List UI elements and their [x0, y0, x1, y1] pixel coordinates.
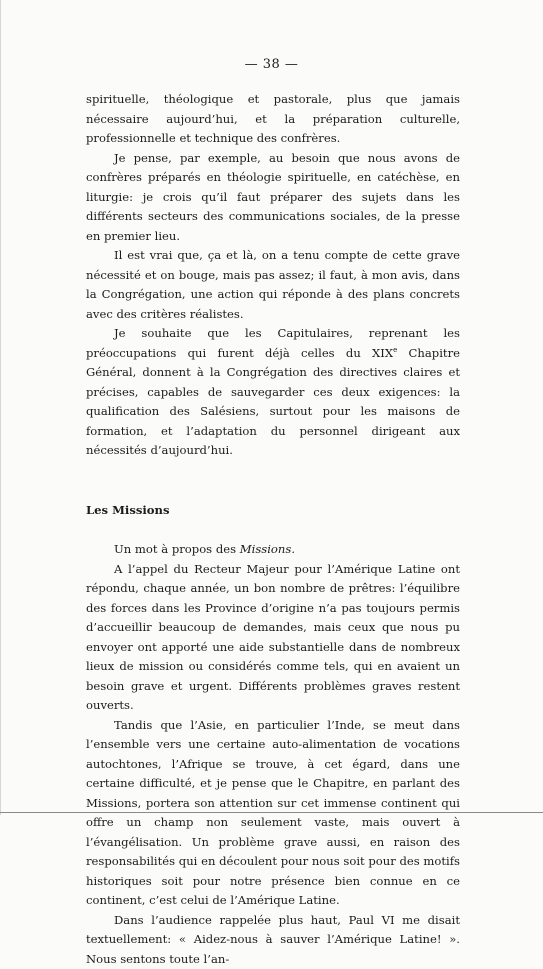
page-number: — 38 —: [0, 57, 543, 72]
intro-emphasis: Missions.: [240, 542, 295, 556]
paragraph: A l’appel du Recteur Majeur pour l’Amérique Latine ont répondu, chaque année, un bon nombre de prêtres: l’équilibre des forces dans les Province d’origine n’a pas toujours permis d’accueillir beaucoup de demandes, mais ceux que nous pu envoyer ont apporté une aide substantielle dans de nombreux lieux de mission ou considérés comme tels, qui en avaient un besoin grave et urgent. Différents problèmes graves restent ouverts.: [86, 560, 460, 716]
page-edge: [0, 0, 1, 815]
paragraph: Il est vrai que, ça et là, on a tenu compte de cette grave nécessité et on bouge, mais pas assez; il faut, à mon avis, dans la Congrégation, une action qui réponde à des plans concrets avec des critères réalistes.: [86, 246, 460, 324]
intro-prefix: Un mot à propos des: [114, 542, 240, 556]
paragraph-text: Je souhaite que les Capitulaires, reprenant les préoccupations qui furent déjà celles du XIXe Chapitre Général, donnent à la Congrégation des directives claires et précises, capables de sauvegarder ces deux exigences: la qualification des Salésiens, surtout pour les maisons de formation, et l’adaptation du personnel dirigeant aux nécessités d’aujourd’hui.: [86, 326, 460, 457]
paragraph: Je pense, par exemple, au besoin que nous avons de confrères préparés en théologie spirituelle, en catéchèse, en liturgie: je crois qu’il faut préparer des sujets dans les différents secteurs des communications sociales, de la presse en premier lieu.: [86, 149, 460, 247]
paragraph: Tandis que l’Asie, en particulier l’Inde, se meut dans l’ensemble vers une certaine auto-alimentation de vocations autochtones, l’Afrique se trouve, à cet égard, dans une certaine difficulté, et je pense que le Chapitre, en parlant des Missions, portera son attention sur cet immense continent qui offre un champ non seulement vaste, mais ouvert à l’évangélisation. Un problème grave aussi, en raison des responsabilités qui en découlent pour nous soit pour des motifs historiques soit pour notre présence bien connue en ce continent, c’est celui de l’Amérique Latine.: [86, 716, 460, 911]
paragraph-chapitre: [86, 324, 460, 461]
paragraph: spirituelle, théologique et pastorale, plus que jamais nécessaire aujourd’hui, et la préparation culturelle, professionnelle et technique des confrères.: [86, 90, 460, 149]
page-body: [86, 90, 460, 969]
section-intro: [86, 540, 460, 560]
page-bottom-rule: [0, 812, 543, 813]
section-heading: Les Missions: [86, 501, 460, 521]
paragraph: Dans l’audience rappelée plus haut, Paul VI me disait textuellement: « Aidez-nous à sauver l’Amérique Latine! ». Nous sentons toute l’an-: [86, 911, 460, 969]
